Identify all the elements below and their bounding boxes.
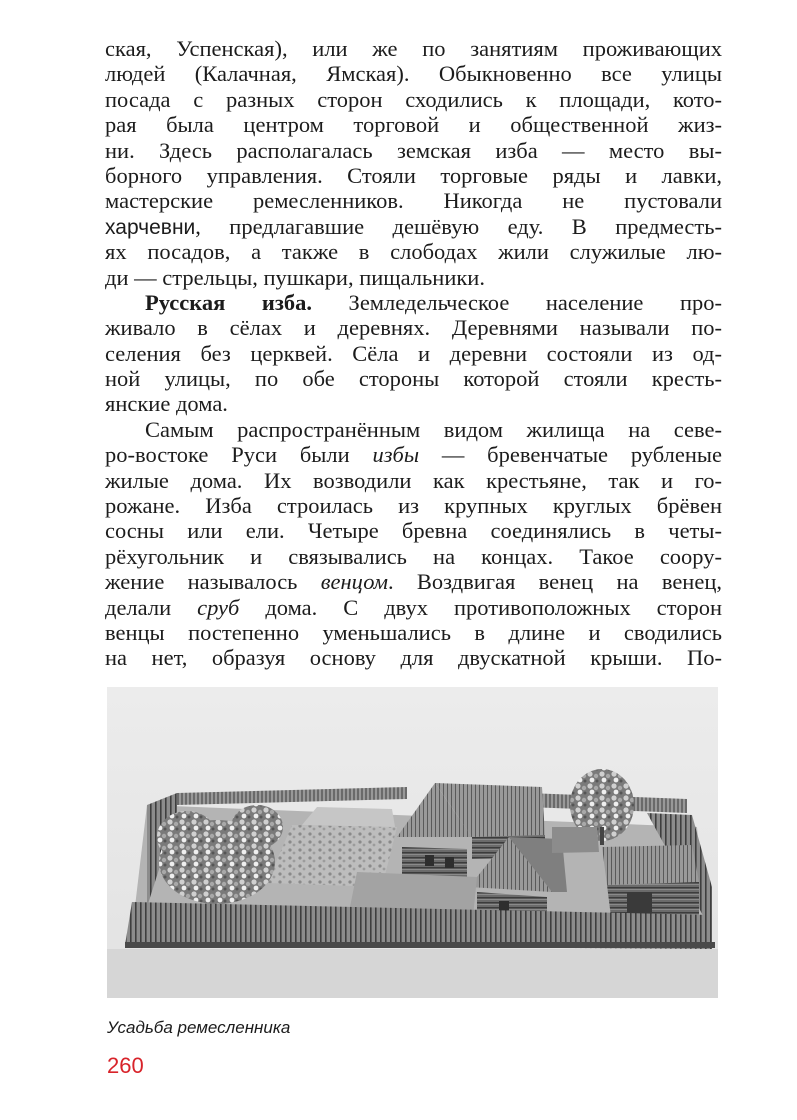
text-run: жение называлось xyxy=(105,569,321,595)
text-run: рожане. Изба строилась из крупных круглых брёвен xyxy=(105,493,722,519)
text-line xyxy=(105,595,722,620)
text-line xyxy=(105,290,722,315)
text-run: янские дома. xyxy=(105,391,228,417)
text-run: ская, Успенская), или же по занятиям проживающих xyxy=(105,36,722,61)
text-line xyxy=(105,544,722,569)
text-line xyxy=(105,366,722,391)
text-run: селения без церквей. Сёла и деревни состояли из од- xyxy=(105,340,722,366)
text-line xyxy=(105,138,722,163)
text-line xyxy=(105,36,722,61)
text-run: Земледельческое население про- xyxy=(312,289,722,315)
page-number: 260 xyxy=(107,1053,144,1078)
text-run: людей (Калачная, Ямская). Обыкновенно все улицы xyxy=(105,61,722,87)
text-line xyxy=(105,239,722,264)
text-run: на нет, образуя основу для двускатной крыши. По- xyxy=(105,645,722,671)
text-run: жилые дома. Их возводили как крестьяне, так и го- xyxy=(105,467,722,493)
text-line xyxy=(105,87,722,112)
text-line xyxy=(105,442,722,467)
term-italic: венцом xyxy=(320,569,388,595)
text-run: ни. Здесь располагалась земская изба — место вы- xyxy=(105,137,722,163)
text-line xyxy=(105,391,722,416)
text-line xyxy=(105,518,722,543)
text-line xyxy=(105,188,722,213)
text-run: мастерские ремесленников. Никогда не пустовали xyxy=(105,188,722,214)
text-run: рёхугольник и связывались на концах. Такое соору- xyxy=(105,543,722,569)
body-text xyxy=(105,36,722,671)
text-run: посада с разных сторон сходились к площади, кото- xyxy=(105,86,722,112)
text-run: живало в сёлах и деревнях. Деревнями называли по- xyxy=(105,315,722,341)
text-run: борного управления. Стояли торговые ряды и лавки, xyxy=(105,162,722,188)
text-line xyxy=(105,417,722,442)
text-run: сосны или ели. Четыре бревна соединялись в четы- xyxy=(105,518,722,544)
text-line xyxy=(105,61,722,86)
text-run: ди — стрельцы, пушкари, пищальники. xyxy=(105,264,485,290)
text-line xyxy=(105,315,722,340)
text-run: ной улицы, по обе стороны которой стояли кресть- xyxy=(105,366,722,392)
text-run: . Воздвигая венец на венец, xyxy=(387,569,722,595)
text-run: делали xyxy=(105,594,198,620)
term-italic: избы xyxy=(372,442,420,468)
photo-caption: Усадьба ремесленника xyxy=(107,1018,291,1037)
text-line xyxy=(105,468,722,493)
text-line xyxy=(105,341,722,366)
term-highlight: харчевни xyxy=(105,215,196,239)
text-line xyxy=(105,645,722,670)
text-line xyxy=(105,265,722,290)
section-heading: Русская изба. xyxy=(145,289,312,315)
text-run: рая была центром торговой и общественной жиз- xyxy=(105,112,722,138)
text-line xyxy=(105,163,722,188)
text-line xyxy=(105,214,722,239)
text-line xyxy=(105,112,722,137)
text-line xyxy=(105,493,722,518)
text-run: — бревенчатые рубленые xyxy=(419,442,723,468)
text-run: ро-востоке Руси были xyxy=(105,442,373,468)
text-line xyxy=(105,569,722,594)
text-run: дома. С двух противоположных сторон xyxy=(239,594,722,620)
text-line xyxy=(105,620,722,645)
text-run: венцы постепенно уменьшались в длине и сводились xyxy=(105,619,722,645)
text-run: ях посадов, а также в слободах жили служилые лю- xyxy=(105,239,722,265)
term-italic: сруб xyxy=(197,594,240,620)
craftsman-estate-photo xyxy=(107,687,718,998)
text-run: , предлагавшие дешёвую еду. В предместь- xyxy=(195,213,722,239)
text-run: Самым распространённым видом жилища на севе- xyxy=(145,416,722,442)
